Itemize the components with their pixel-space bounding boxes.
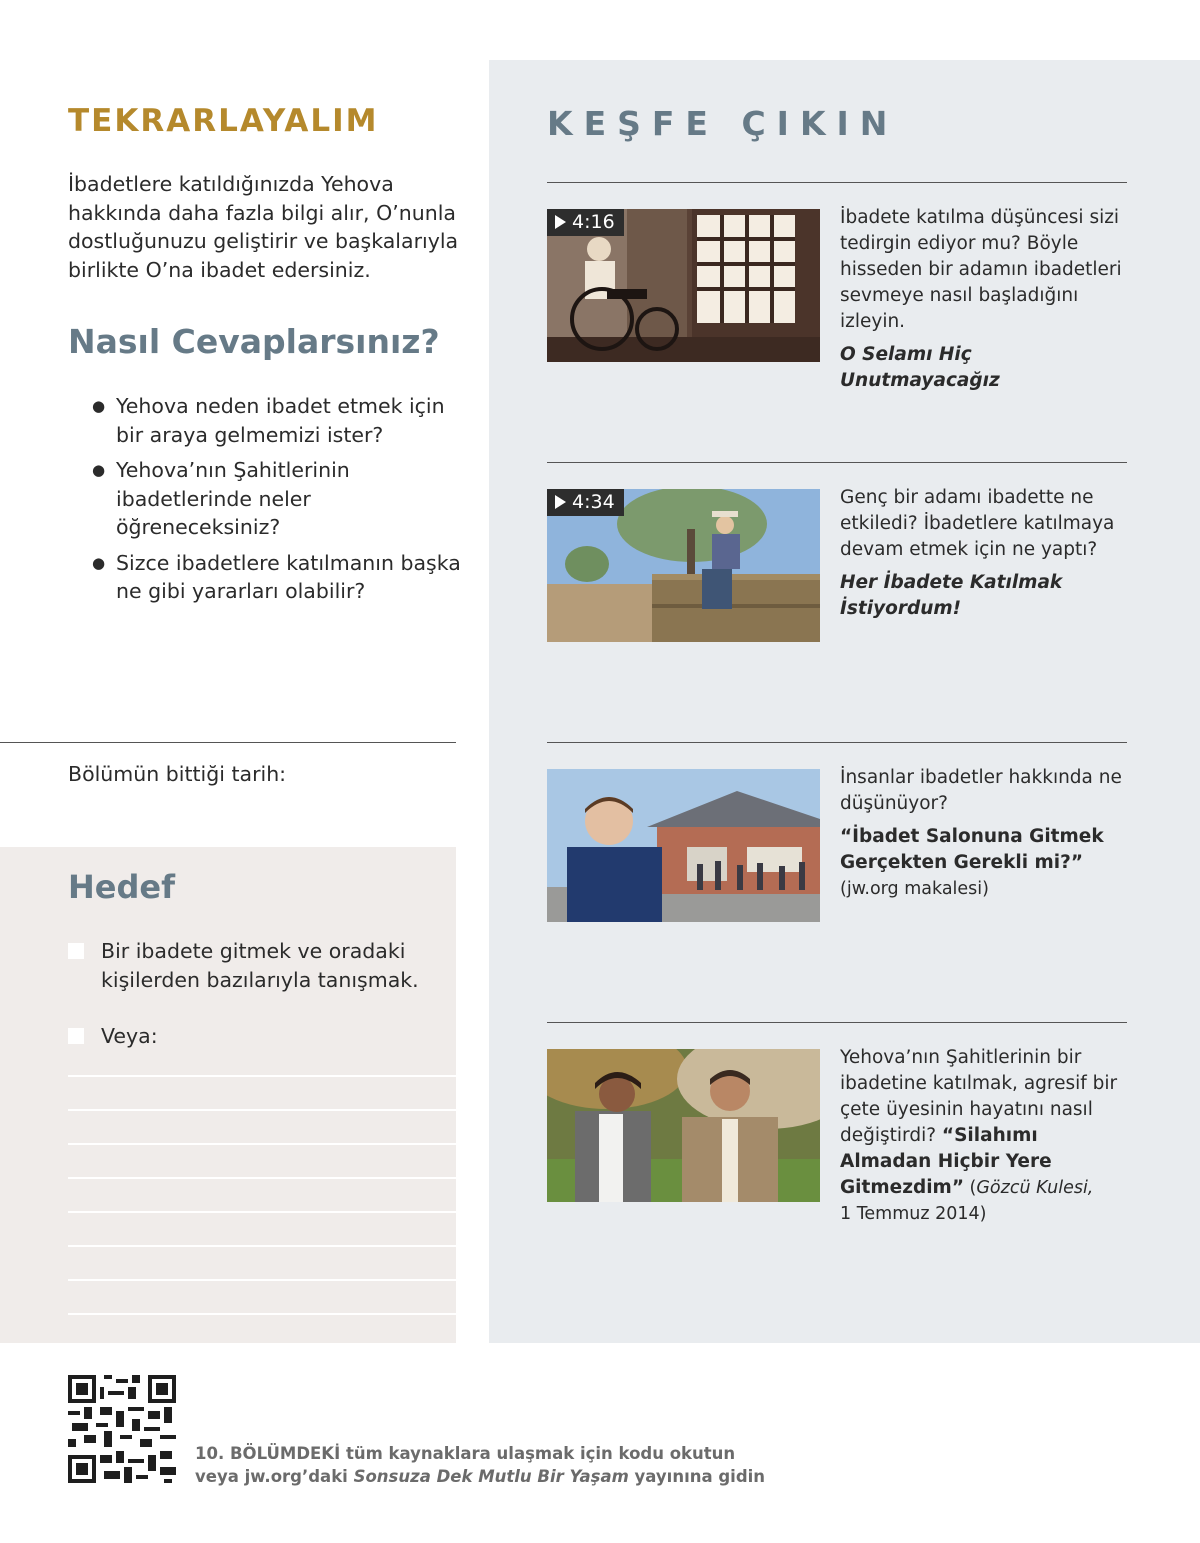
divider xyxy=(547,1022,1127,1023)
video-duration-badge xyxy=(547,489,624,516)
explore-item-description: Genç bir adamı ibadette ne etkiledi? İbadetlere katılmaya devam etmek için ne yaptı? xyxy=(840,487,1115,560)
questions-title: Nasıl Cevaplarsınız? xyxy=(68,322,440,361)
footer-text xyxy=(195,1442,765,1488)
play-icon xyxy=(555,215,566,229)
goal-item xyxy=(68,1022,428,1052)
divider xyxy=(547,742,1127,743)
goal-title: Hedef xyxy=(68,868,176,906)
write-in-line[interactable] xyxy=(68,1279,456,1281)
explore-item-text xyxy=(840,205,1130,394)
video-duration-badge xyxy=(547,209,624,236)
explore-item-title[interactable]: O Selamı Hiç Unutmayacağız xyxy=(840,344,1000,391)
couple-scene-image xyxy=(547,1049,820,1202)
goal-checkbox[interactable] xyxy=(68,943,84,959)
divider xyxy=(0,742,456,743)
explore-item-source-date: 1 Temmuz 2014) xyxy=(840,1204,987,1224)
write-in-line[interactable] xyxy=(68,1211,456,1213)
footer-line1: tüm kaynaklara ulaşmak için kodu okutun xyxy=(340,1444,736,1463)
video-thumbnail-hay-bales[interactable] xyxy=(547,489,820,642)
explore-item-source: (jw.org makalesi) xyxy=(840,879,989,899)
article-thumbnail-couple[interactable] xyxy=(547,1049,820,1202)
footer-line2-end: yayınına gidin xyxy=(628,1467,766,1486)
explore-item-description: İbadete katılma düşüncesi sizi tedirgin ediyor mu? Böyle hisseden bir adamın ibadetleri sevmeye nasıl başladığını izleyin. xyxy=(840,207,1122,332)
write-in-line[interactable] xyxy=(68,1109,456,1111)
kingdom-hall-scene-image xyxy=(547,769,820,922)
explore-item-description: İnsanlar ibadetler hakkında ne düşünüyor? xyxy=(840,767,1122,814)
explore-item-text xyxy=(840,485,1130,622)
explore-item-title[interactable]: Her İbadete Katılmak İstiyordum! xyxy=(840,572,1063,619)
goal-panel-background xyxy=(0,847,456,1343)
write-in-line[interactable] xyxy=(68,1313,456,1315)
bullet-icon: ● xyxy=(92,461,106,479)
qr-code-icon xyxy=(68,1375,176,1483)
explore-item-source-open: ( xyxy=(963,1178,977,1198)
article-thumbnail-kingdom-hall[interactable] xyxy=(547,769,820,922)
explore-item-title[interactable]: “Silahımı Almadan Hiçbir Yere Gitmezdim” xyxy=(840,1125,1052,1198)
divider xyxy=(547,462,1127,463)
goal-text: Veya: xyxy=(101,1024,158,1048)
write-in-line[interactable] xyxy=(68,1245,456,1247)
qr-code[interactable] xyxy=(68,1375,176,1483)
question-text: Yehova neden ibadet etmek için bir araya gelmemizi ister? xyxy=(116,394,445,447)
duration-text: 4:34 xyxy=(572,491,615,513)
question-item xyxy=(92,456,464,542)
question-item xyxy=(92,392,464,449)
question-text: Yehova’nın Şahitlerinin ibadetlerinde neler öğreneceksiniz? xyxy=(116,458,350,539)
question-item xyxy=(92,549,464,606)
goal-text: Bir ibadete gitmek ve oradaki kişilerden bazılarıyla tanışmak. xyxy=(101,939,419,992)
footer-line2-start: veya jw.org’daki xyxy=(195,1467,354,1486)
write-in-line[interactable] xyxy=(68,1075,456,1077)
play-icon xyxy=(555,495,566,509)
bullet-icon: ● xyxy=(92,553,106,572)
question-list xyxy=(92,392,464,613)
write-in-line[interactable] xyxy=(68,1177,456,1179)
duration-text: 4:16 xyxy=(572,211,615,233)
footer-publication-title[interactable]: Sonsuza Dek Mutlu Bir Yaşam xyxy=(353,1467,629,1486)
explore-item-text xyxy=(840,765,1130,902)
goal-checkbox[interactable] xyxy=(68,1028,84,1044)
explore-item-text xyxy=(840,1045,1130,1227)
review-text: İbadetlere katıldığınızda Yehova hakkında daha fazla bilgi alır, O’nunla dostluğunuzu geliştirir ve başkalarıyla birlikte O’na ibadet edersiniz. xyxy=(68,172,459,282)
explore-title: KEŞFE ÇIKIN xyxy=(547,104,899,143)
explore-item-source-publication: Gözcü Kulesi, xyxy=(976,1178,1094,1198)
question-text: Sizce ibadetlere katılmanın başka ne gibi yararları olabilir? xyxy=(116,550,461,603)
goal-item xyxy=(68,937,428,997)
bullet-icon: ● xyxy=(92,397,106,415)
video-thumbnail-wheelchair[interactable] xyxy=(547,209,820,362)
write-in-line[interactable] xyxy=(68,1143,456,1145)
explore-item-description: Yehova’nın Şahitlerinin bir ibadetine katılmak, agresif bir çete üyesinin hayatını nasıl değiştirdi? xyxy=(840,1047,1118,1146)
review-title: TEKRARLAYALIM xyxy=(68,103,379,139)
completion-date-label: Bölümün bittiği tarih: xyxy=(68,762,287,786)
footer-chapter: 10. BÖLÜMDEKİ xyxy=(195,1444,341,1463)
divider xyxy=(547,182,1127,183)
explore-item-title[interactable]: “İbadet Salonuna Gitmek Gerçekten Gerekli mi?” xyxy=(840,826,1104,873)
